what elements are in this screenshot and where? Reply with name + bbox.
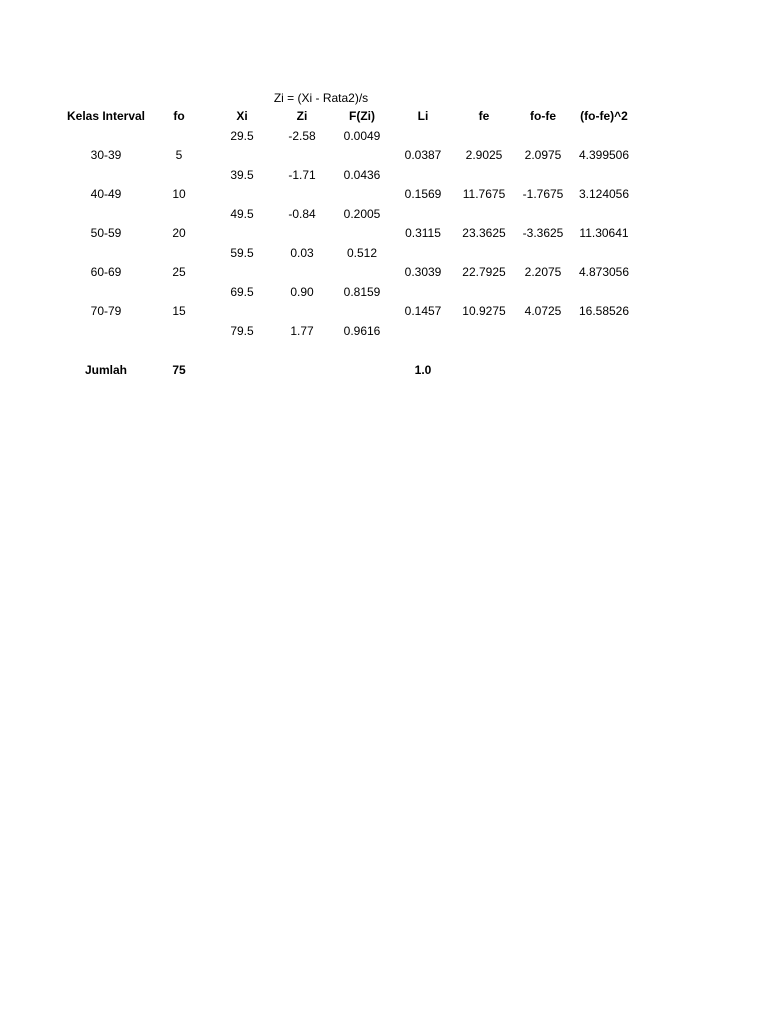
xi-cell: 39.5 bbox=[230, 167, 254, 182]
xi-cell: 49.5 bbox=[230, 206, 254, 221]
zi-cell: -2.58 bbox=[288, 128, 316, 143]
fo-fe-cell: 2.2075 bbox=[524, 265, 562, 279]
total-fo: 75 bbox=[172, 362, 186, 377]
header-fzi: F(Zi) bbox=[349, 109, 375, 123]
fo-cell: 20 bbox=[172, 226, 186, 240]
xi-cell: 59.5 bbox=[230, 245, 254, 260]
fo-fe-sq-cell: 4.873056 bbox=[578, 265, 630, 279]
zi-cell: 0.90 bbox=[290, 284, 314, 299]
interval-cell: 30-39 bbox=[90, 148, 122, 162]
xi-cell: 29.5 bbox=[230, 128, 254, 143]
interval-cell: 40-49 bbox=[90, 187, 122, 201]
header-fo-fe: fo-fe bbox=[530, 109, 556, 123]
fzi-cell: 0.9616 bbox=[343, 323, 381, 338]
li-cell: 0.3039 bbox=[404, 265, 442, 279]
fe-cell: 22.7925 bbox=[462, 265, 506, 279]
fe-cell: 10.9275 bbox=[462, 304, 506, 318]
fo-cell: 5 bbox=[175, 148, 183, 162]
xi-cell: 79.5 bbox=[230, 323, 254, 338]
fo-fe-cell: 2.0975 bbox=[524, 148, 562, 162]
fo-cell: 25 bbox=[172, 265, 186, 279]
fe-cell: 23.3625 bbox=[462, 226, 506, 240]
header-fo-fe-sq: (fo-fe)^2 bbox=[580, 109, 628, 123]
total-label: Jumlah bbox=[84, 362, 128, 377]
fo-fe-sq-cell: 16.58526 bbox=[578, 304, 630, 318]
fzi-cell: 0.0436 bbox=[343, 167, 381, 182]
header-kelas-interval: Kelas Interval bbox=[66, 109, 146, 123]
header-xi: Xi bbox=[236, 109, 248, 123]
zi-cell: -1.71 bbox=[288, 167, 316, 182]
zi-cell: -0.84 bbox=[288, 206, 316, 221]
fzi-cell: 0.2005 bbox=[343, 206, 381, 221]
fo-cell: 15 bbox=[172, 304, 186, 318]
total-li: 1.0 bbox=[414, 362, 432, 377]
fo-fe-sq-cell: 11.30641 bbox=[579, 226, 629, 240]
fo-fe-cell: -3.3625 bbox=[522, 226, 564, 240]
xi-cell: 69.5 bbox=[230, 284, 254, 299]
fo-fe-cell: 4.0725 bbox=[524, 304, 562, 318]
fo-fe-sq-cell: 4.399506 bbox=[578, 148, 630, 162]
fzi-cell: 0.8159 bbox=[343, 284, 381, 299]
formula-label: Zi = (Xi - Rata2)/s bbox=[273, 91, 369, 105]
fe-cell: 11.7675 bbox=[462, 187, 506, 201]
li-cell: 0.1569 bbox=[404, 187, 442, 201]
li-cell: 0.1457 bbox=[404, 304, 442, 318]
zi-cell: 1.77 bbox=[290, 323, 314, 338]
interval-cell: 60-69 bbox=[90, 265, 122, 279]
fe-cell: 2.9025 bbox=[465, 148, 503, 162]
li-cell: 0.3115 bbox=[405, 226, 441, 240]
fzi-cell: 0.512 bbox=[346, 245, 378, 260]
fzi-cell: 0.0049 bbox=[343, 128, 381, 143]
header-li: Li bbox=[417, 109, 429, 123]
interval-cell: 50-59 bbox=[90, 226, 122, 240]
header-fo: fo bbox=[173, 109, 185, 123]
fo-cell: 10 bbox=[172, 187, 186, 201]
fo-fe-cell: -1.7675 bbox=[522, 187, 564, 201]
fo-fe-sq-cell: 3.124056 bbox=[578, 187, 630, 201]
interval-cell: 70-79 bbox=[90, 304, 122, 318]
header-fe: fe bbox=[478, 109, 490, 123]
header-zi: Zi bbox=[296, 109, 308, 123]
zi-cell: 0.03 bbox=[290, 245, 314, 260]
li-cell: 0.0387 bbox=[404, 148, 442, 162]
